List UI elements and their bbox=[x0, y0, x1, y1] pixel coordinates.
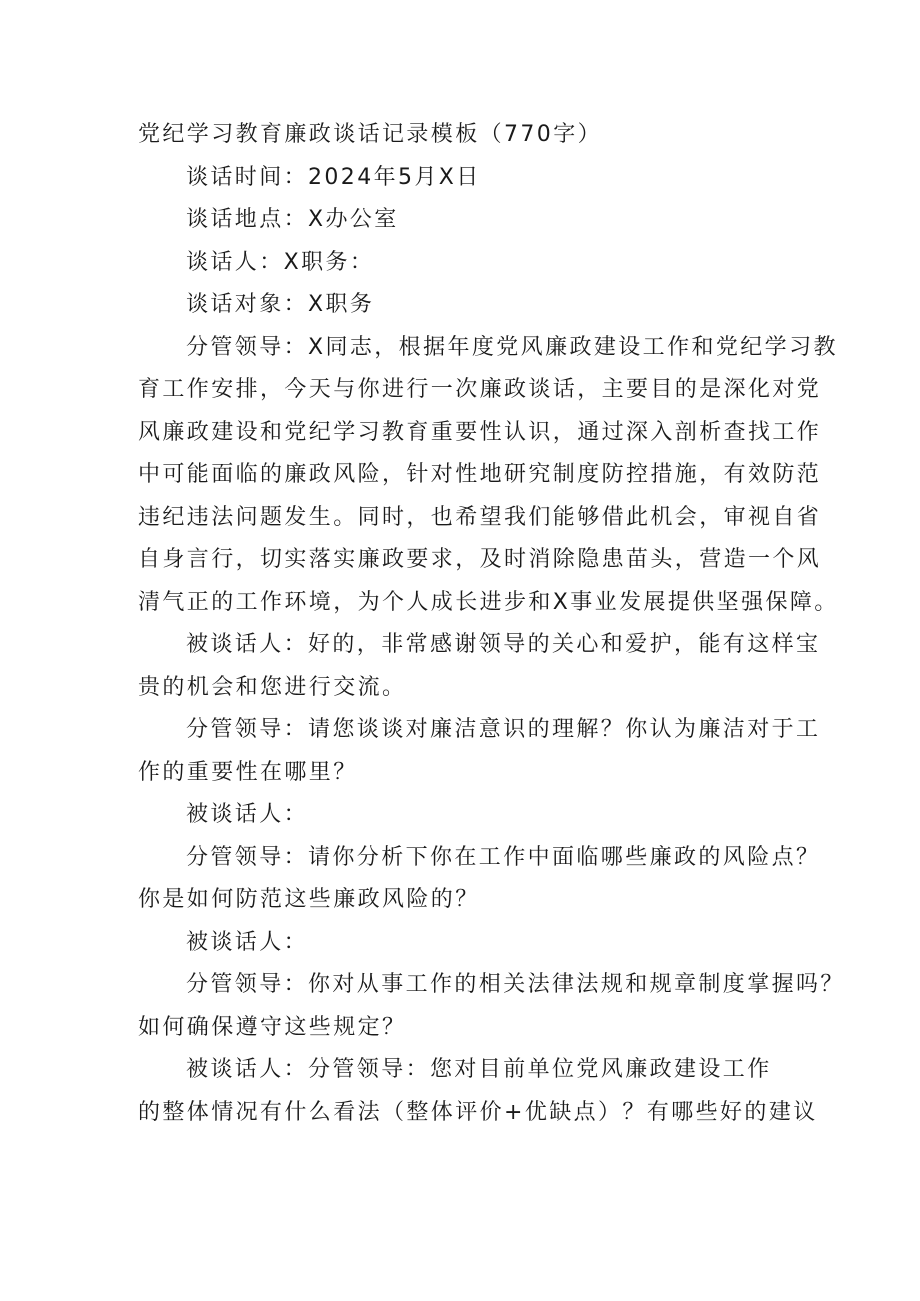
paragraph-line: 如何确保遵守这些规定？ bbox=[138, 1014, 407, 1040]
paragraph-line: 你是如何防范这些廉政风险的？ bbox=[138, 887, 480, 912]
paragraph-line: 被谈话人：分管领导：您对目前单位党风廉政建设工作 bbox=[186, 1057, 772, 1082]
paragraph-line: 自身言行，切实落实廉政要求，及时消除隐患苗头，营造一个风 bbox=[138, 547, 822, 572]
meta-interviewer: 谈话人：X职务： bbox=[186, 249, 375, 275]
paragraph-line: 分管领导：请你分析下你在工作中面临哪些廉政的风险点？ bbox=[186, 844, 821, 870]
paragraph-line: 分管领导：你对从事工作的相关法律法规和规章制度掌握吗？ bbox=[186, 972, 845, 997]
paragraph-line: 被谈话人：好的，非常感谢领导的关心和爱护，能有这样宝 bbox=[186, 632, 821, 657]
paragraph-line: 的整体情况有什么看法（整体评价+优缺点）？有哪些好的建议 bbox=[138, 1099, 818, 1125]
paragraph-line: 违纪违法问题发生。同时，也希望我们能够借此机会，审视自省 bbox=[138, 504, 822, 530]
paragraph-line: 被谈话人： bbox=[186, 929, 309, 955]
paragraph-line: 分管领导：X同志，根据年度党风廉政建设工作和党纪学习教 bbox=[186, 334, 838, 360]
meta-time: 谈话时间：2024年5月X日 bbox=[186, 164, 481, 190]
paragraph-line: 作的重要性在哪里？ bbox=[138, 759, 358, 785]
document-title: 党纪学习教育廉政谈话记录模板（770字） bbox=[138, 122, 602, 147]
document-page bbox=[138, 114, 845, 1134]
meta-place: 谈话地点：X办公室 bbox=[186, 207, 399, 232]
paragraph-line: 清气正的工作环境，为个人成长进步和X事业发展提供坚强保障。 bbox=[138, 589, 839, 615]
paragraph-line: 育工作安排，今天与你进行一次廉政谈话，主要目的是深化对党 bbox=[138, 377, 822, 402]
paragraph-line: 中可能面临的廉政风险，针对性地研究制度防控措施，有效防范 bbox=[138, 462, 822, 487]
paragraph-line: 风廉政建设和党纪学习教育重要性认识，通过深入剖析查找工作 bbox=[138, 419, 822, 445]
meta-interviewee: 谈话对象：X职务 bbox=[186, 292, 375, 317]
paragraph-line: 被谈话人： bbox=[186, 802, 309, 827]
paragraph-line: 贵的机会和您进行交流。 bbox=[138, 674, 407, 700]
paragraph-line: 分管领导：请您谈谈对廉洁意识的理解？你认为廉洁对于工 bbox=[186, 717, 821, 742]
